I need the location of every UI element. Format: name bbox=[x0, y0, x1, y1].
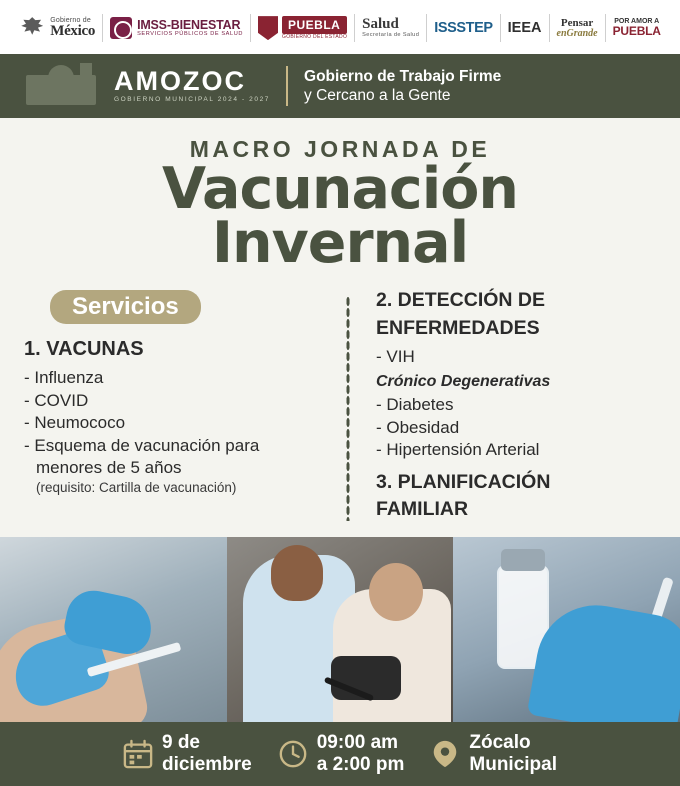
logo-poramor-line2: PUEBLA bbox=[612, 24, 661, 39]
church-illustration-icon bbox=[18, 63, 104, 109]
logo-issstep-text: ISSSTEP bbox=[434, 20, 493, 37]
footer-date-line2: diciembre bbox=[161, 754, 252, 776]
logo-ieea-text: IEEA bbox=[507, 20, 542, 37]
section2-heading-line1: 2. DETECCIÓN DE bbox=[376, 289, 546, 312]
municipality-name: AMOZOC bbox=[114, 66, 246, 97]
logo-pensar-en-grande bbox=[550, 7, 605, 49]
title-line2: Invernal bbox=[211, 210, 469, 277]
amozoc-badge bbox=[18, 63, 270, 109]
logo-imss-line2: SERVICIOS PÚBLICOS DE SALUD bbox=[137, 30, 243, 37]
services-section bbox=[0, 276, 680, 537]
logo-gobierno-mexico-line1: Gobierno de bbox=[50, 17, 91, 25]
puebla-seal-icon bbox=[258, 16, 278, 40]
band-slogan bbox=[304, 67, 501, 106]
logo-salud bbox=[355, 7, 426, 49]
section2-heading-line2: ENFERMEDADES bbox=[376, 317, 540, 340]
section2-item: - Hipertensión Arterial bbox=[376, 440, 540, 460]
dotted-divider bbox=[346, 296, 350, 521]
section1-note: (requisito: Cartilla de vacunación) bbox=[36, 480, 237, 496]
servicios-pill: Servicios bbox=[50, 290, 201, 324]
services-right-column bbox=[354, 290, 654, 527]
municipality-period: GOBIERNO MUNICIPAL 2024 - 2027 bbox=[114, 96, 271, 104]
imss-emblem-icon bbox=[110, 17, 132, 39]
logo-salud-line1: Salud bbox=[362, 16, 399, 33]
logo-puebla bbox=[251, 7, 354, 49]
photo-vaccine-vial bbox=[453, 537, 680, 722]
band-divider bbox=[286, 66, 288, 106]
logo-puebla-line1: PUEBLA bbox=[282, 16, 347, 34]
logo-issstep bbox=[427, 7, 499, 49]
title-block bbox=[0, 118, 680, 276]
logo-gobierno-mexico-line2: México bbox=[50, 23, 96, 40]
section2-item-vih: - VIH bbox=[376, 346, 415, 366]
section1-heading: 1. VACUNAS bbox=[24, 338, 144, 361]
footer-place-line2: Municipal bbox=[469, 754, 558, 776]
title-eyebrow: MACRO JORNADA DE bbox=[189, 135, 491, 162]
logo-imss-line1: IMSS-BIENESTAR bbox=[137, 17, 241, 32]
logo-gobierno-mexico bbox=[12, 7, 102, 49]
section2-item: - Diabetes bbox=[376, 395, 454, 415]
footer-place bbox=[430, 732, 557, 776]
section1-item: - COVID bbox=[24, 390, 89, 410]
logo-salud-line2: Secretaría de Salud bbox=[362, 32, 420, 39]
map-pin-icon bbox=[430, 739, 460, 769]
footer-date bbox=[123, 732, 252, 776]
photo-vaccination bbox=[0, 537, 227, 722]
section3-heading-line2: FAMILIAR bbox=[376, 498, 469, 521]
services-left-column bbox=[24, 290, 354, 527]
footer-time bbox=[278, 732, 405, 776]
band-slogan-line2: y Cercano a la Gente bbox=[304, 86, 451, 104]
footer-date-line1: 9 de bbox=[161, 732, 200, 754]
logo-pensar-line1: Pensar bbox=[560, 16, 594, 29]
section3-heading-line1: 3. PLANIFICACIÓN bbox=[376, 470, 551, 493]
footer-time-line1: 09:00 am bbox=[316, 732, 399, 754]
logo-por-amor-a-puebla bbox=[606, 7, 668, 49]
eagle-icon bbox=[19, 17, 45, 39]
logo-puebla-line2: GOBIERNO DEL ESTADO bbox=[282, 34, 348, 41]
section1-item: - Neumococo bbox=[24, 413, 126, 433]
footer-place-line1: Zócalo bbox=[469, 732, 531, 754]
section1-item: - Esquema de vacunación para bbox=[24, 435, 260, 455]
municipal-band bbox=[0, 54, 680, 118]
clock-icon bbox=[278, 739, 308, 769]
calendar-icon bbox=[123, 739, 153, 769]
section2-subheading: Crónico Degenerativas bbox=[376, 373, 551, 391]
section1-item: - Influenza bbox=[24, 368, 104, 388]
section2-item: - Obesidad bbox=[376, 417, 460, 437]
logo-pensar-line2: enGrande bbox=[556, 27, 598, 39]
band-slogan-line1: Gobierno de Trabajo Firme bbox=[304, 67, 502, 85]
logo-ieea bbox=[501, 7, 549, 49]
section1-item: menores de 5 años bbox=[36, 457, 182, 477]
footer-time-line2: a 2:00 pm bbox=[316, 754, 405, 776]
logo-imss-bienestar bbox=[103, 7, 250, 49]
event-details-footer bbox=[0, 722, 680, 786]
title-line1: Vacunación bbox=[162, 155, 518, 222]
logo-poramor-line1: POR AMOR A bbox=[614, 18, 660, 26]
photo-blood-pressure-check bbox=[227, 537, 454, 722]
photo-strip bbox=[0, 537, 680, 722]
institutional-logo-bar bbox=[0, 0, 680, 54]
